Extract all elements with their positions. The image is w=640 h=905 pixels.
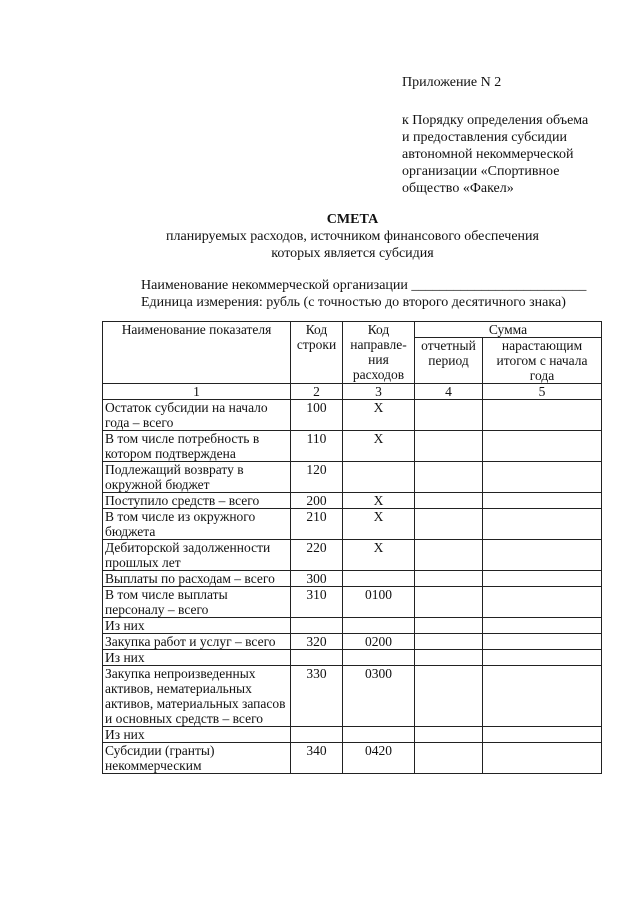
column-number: 2 [291, 384, 343, 400]
row-cumulative-cell [483, 431, 602, 462]
appendix-line: общество «Факел» [402, 181, 514, 196]
appendix-line: к Порядку определения объема [402, 113, 589, 128]
row-line-code-cell: 210 [291, 509, 343, 540]
row-line-code-cell: 330 [291, 666, 343, 727]
row-period-cell [415, 618, 483, 634]
row-period-cell [415, 666, 483, 727]
header-line-code: Код строки [291, 322, 343, 384]
table-row [103, 650, 602, 666]
row-direction-code-cell [343, 571, 415, 587]
row-line-code-cell [291, 727, 343, 743]
header-name: Наименование показателя [103, 322, 291, 384]
row-direction-code-cell: X [343, 509, 415, 540]
appendix-block [402, 74, 588, 197]
appendix-line: и предоставления субсидии [402, 130, 568, 145]
row-direction-code-cell: X [343, 540, 415, 571]
row-name-cell: В том числе потребность в котором подтверждена [103, 431, 291, 462]
row-cumulative-cell [483, 650, 602, 666]
row-cumulative-cell [483, 587, 602, 618]
row-period-cell [415, 743, 483, 774]
row-direction-code-cell: X [343, 400, 415, 431]
row-cumulative-cell [483, 400, 602, 431]
row-line-code-cell [291, 618, 343, 634]
row-line-code-cell: 300 [291, 571, 343, 587]
row-period-cell [415, 509, 483, 540]
title-subtitle-2: которых является субсидия [271, 246, 434, 261]
row-name-cell: Поступило средств – всего [103, 493, 291, 509]
row-cumulative-cell [483, 666, 602, 727]
row-line-code-cell: 120 [291, 462, 343, 493]
row-direction-code-cell: X [343, 493, 415, 509]
appendix-line: организации «Спортивное [402, 164, 560, 179]
header-direction-code: Код направле-ния расходов [343, 322, 415, 384]
row-period-cell [415, 462, 483, 493]
row-name-cell: В том числе выплаты персоналу – всего [103, 587, 291, 618]
title-main: СМЕТА [326, 212, 379, 227]
document-title [0, 211, 640, 262]
row-period-cell [415, 493, 483, 509]
row-line-code-cell: 320 [291, 634, 343, 650]
table-row [103, 666, 602, 727]
row-cumulative-cell [483, 571, 602, 587]
row-line-code-cell: 340 [291, 743, 343, 774]
appendix-number: Приложение N 2 [402, 75, 502, 90]
column-number: 4 [415, 384, 483, 400]
table-row [103, 571, 602, 587]
unit-of-measure-line: Единица измерения: рубль (с точностью до второго десятичного знака) [141, 295, 566, 310]
row-direction-code-cell: 0300 [343, 666, 415, 727]
table-row [103, 618, 602, 634]
row-name-cell: Закупка непроизведенных активов, нематериальных активов, материальных запасов и основных средств – всего [103, 666, 291, 727]
column-number: 5 [483, 384, 602, 400]
table-row [103, 587, 602, 618]
estimate-table [102, 321, 602, 774]
row-period-cell [415, 571, 483, 587]
row-period-cell [415, 650, 483, 666]
organization-info [141, 277, 586, 311]
table-row [103, 727, 602, 743]
row-direction-code-cell: 0200 [343, 634, 415, 650]
table-row [103, 400, 602, 431]
row-cumulative-cell [483, 727, 602, 743]
row-line-code-cell: 310 [291, 587, 343, 618]
row-name-cell: Субсидии (гранты) некоммерческим [103, 743, 291, 774]
row-period-cell [415, 587, 483, 618]
row-name-cell: В том числе из окружного бюджета [103, 509, 291, 540]
row-name-cell: Закупка работ и услуг – всего [103, 634, 291, 650]
row-name-cell: Дебиторской задолженности прошлых лет [103, 540, 291, 571]
row-direction-code-cell: X [343, 431, 415, 462]
row-line-code-cell [291, 650, 343, 666]
column-number: 3 [343, 384, 415, 400]
row-name-cell: Из них [103, 727, 291, 743]
organization-name-line: Наименование некоммерческой организации _________________________ [141, 278, 587, 293]
header-cumulative: нарастающим итогом с начала года [483, 338, 602, 384]
row-cumulative-cell [483, 618, 602, 634]
row-line-code-cell: 200 [291, 493, 343, 509]
row-name-cell: Из них [103, 618, 291, 634]
header-reporting-period: отчетный период [415, 338, 483, 384]
row-name-cell: Подлежащий возврату в окружной бюджет [103, 462, 291, 493]
row-direction-code-cell: 0420 [343, 743, 415, 774]
row-period-cell [415, 727, 483, 743]
header-sum: Сумма [415, 322, 602, 338]
table-row [103, 540, 602, 571]
row-direction-code-cell [343, 727, 415, 743]
row-cumulative-cell [483, 509, 602, 540]
row-direction-code-cell [343, 650, 415, 666]
row-name-cell: Остаток субсидии на начало года – всего [103, 400, 291, 431]
row-name-cell: Выплаты по расходам – всего [103, 571, 291, 587]
table-row [103, 634, 602, 650]
row-direction-code-cell [343, 462, 415, 493]
row-period-cell [415, 431, 483, 462]
row-name-cell: Из них [103, 650, 291, 666]
row-period-cell [415, 540, 483, 571]
table-row [103, 462, 602, 493]
table-row [103, 743, 602, 774]
appendix-line: автономной некоммерческой [402, 147, 574, 162]
row-cumulative-cell [483, 540, 602, 571]
row-direction-code-cell [343, 618, 415, 634]
table-row [103, 493, 602, 509]
row-cumulative-cell [483, 493, 602, 509]
row-line-code-cell: 100 [291, 400, 343, 431]
row-line-code-cell: 220 [291, 540, 343, 571]
title-subtitle: планируемых расходов, источником финансового обеспечения [166, 229, 539, 244]
table-row [103, 431, 602, 462]
row-cumulative-cell [483, 634, 602, 650]
row-line-code-cell: 110 [291, 431, 343, 462]
column-number: 1 [103, 384, 291, 400]
row-cumulative-cell [483, 743, 602, 774]
row-direction-code-cell: 0100 [343, 587, 415, 618]
table-row [103, 509, 602, 540]
row-period-cell [415, 400, 483, 431]
row-period-cell [415, 634, 483, 650]
row-cumulative-cell [483, 462, 602, 493]
